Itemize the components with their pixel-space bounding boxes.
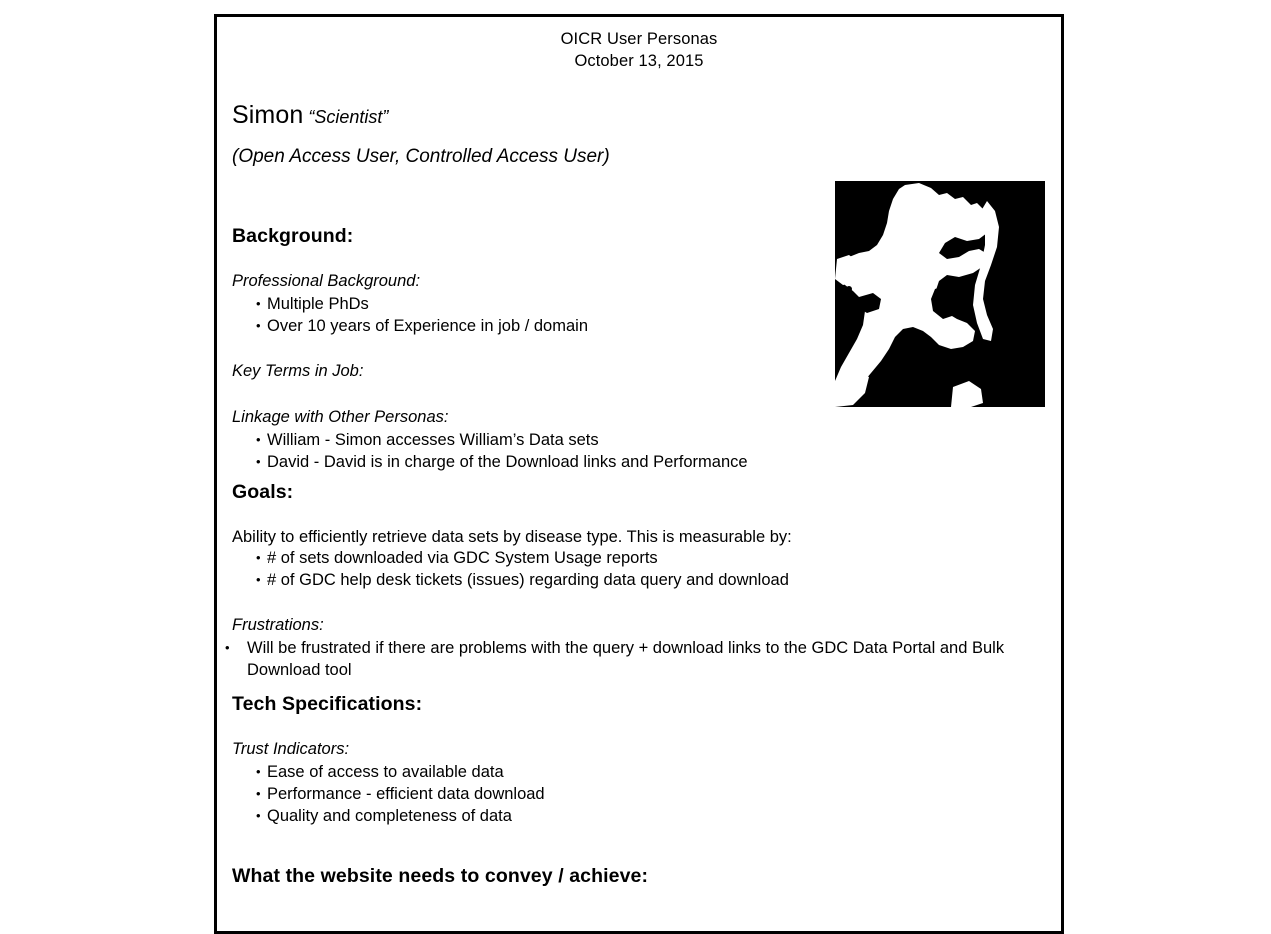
list-item: • Ease of access to available data bbox=[256, 762, 545, 784]
persona-title bbox=[232, 101, 388, 130]
list-item: • William - Simon accesses William’s Data sets bbox=[256, 430, 748, 452]
list-trust-indicators bbox=[232, 762, 545, 828]
list-professional-background bbox=[232, 294, 748, 338]
persona-access-types: (Open Access User, Controlled Access User) bbox=[232, 146, 610, 167]
list-item: • Performance - efficient data download bbox=[256, 784, 545, 806]
portrait-silhouette-icon bbox=[835, 181, 1045, 407]
persona-role: “Scientist” bbox=[308, 107, 389, 127]
document-header bbox=[217, 17, 1061, 73]
list-item: • Quality and completeness of data bbox=[256, 806, 545, 828]
section-background bbox=[232, 225, 748, 474]
persona-portrait-photo bbox=[835, 181, 1045, 407]
label-professional-background: Professional Background: bbox=[232, 272, 421, 290]
section-heading-tech-specifications: Tech Specifications: bbox=[232, 693, 423, 715]
section-goals bbox=[232, 481, 1044, 682]
list-linkage-personas bbox=[232, 430, 748, 474]
list-item: • David - David is in charge of the Download links and Performance bbox=[256, 452, 748, 474]
list-item: • # of GDC help desk tickets (issues) regarding data query and download bbox=[256, 570, 1044, 592]
list-item: • Will be frustrated if there are problems with the query + download links to the GDC Data Portal and Bulk Download tool bbox=[247, 638, 1044, 682]
label-key-terms-in-job: Key Terms in Job: bbox=[232, 361, 364, 380]
section-heading-goals: Goals: bbox=[232, 481, 294, 503]
persona-name: Simon bbox=[232, 101, 304, 129]
list-item: • Multiple PhDs bbox=[256, 294, 748, 316]
list-item: • Over 10 years of Experience in job / domain bbox=[256, 316, 748, 338]
label-linkage-with-other-personas: Linkage with Other Personas: bbox=[232, 407, 449, 426]
section-tech-specifications bbox=[232, 693, 545, 828]
list-frustrations bbox=[232, 638, 1044, 682]
document-page-content bbox=[217, 17, 1061, 931]
label-frustrations: Frustrations: bbox=[232, 616, 324, 635]
list-item: • # of sets downloaded via GDC System Usage reports bbox=[256, 548, 1044, 570]
document-page bbox=[214, 14, 1064, 934]
label-trust-indicators: Trust Indicators: bbox=[232, 740, 350, 758]
document-date: October 13, 2015 bbox=[574, 51, 704, 70]
document-title: OICR User Personas bbox=[560, 30, 718, 48]
goals-intro-text: Ability to efficiently retrieve data sets by disease type. This is measurable by: bbox=[232, 528, 792, 546]
list-goals-measures bbox=[232, 548, 1044, 592]
section-heading-website-needs: What the website needs to convey / achieve: bbox=[232, 865, 649, 887]
section-website-needs bbox=[232, 865, 648, 888]
section-heading-background: Background: bbox=[232, 225, 354, 247]
